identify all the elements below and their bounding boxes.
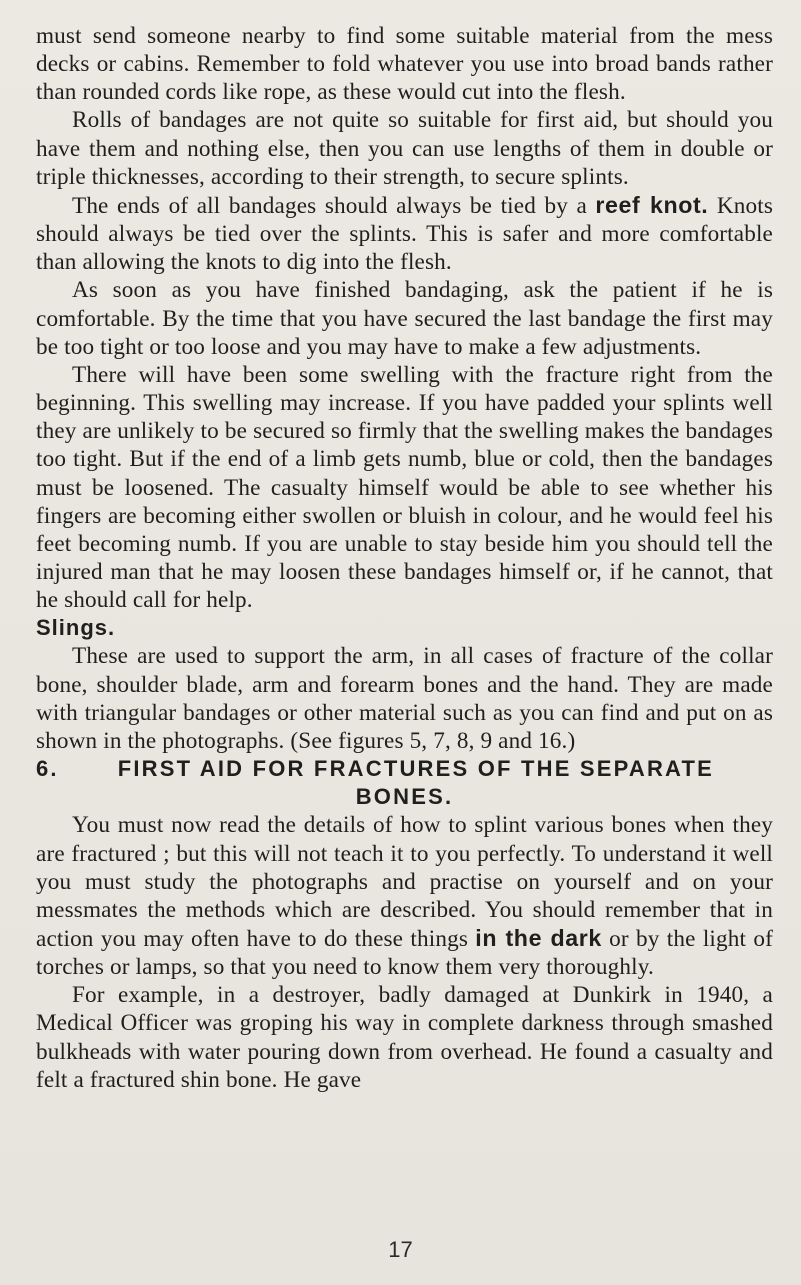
reef-knot-emphasis: reef knot. [595,191,709,218]
read-details-after: or by the light of torches or lamps, so that you need to know them very thoroughly. [36,926,774,981]
in-the-dark-emphasis: in the dark [475,925,602,951]
section-heading [36,755,773,811]
body-text [36,22,773,1094]
page-number: 17 [388,1237,413,1262]
paragraph-continued: must send someone nearby to find some suitable material from the mess decks or cabins. Remember to fold whatever you use into broad bands rather than rounded cords like rope, as these would cut into the flesh. [36,23,773,106]
paragraph-rolls-of-bandages: Rolls of bandages are not quite so suitable for first aid, but should you have them and nothing else, then you can use lengths of them in double or triple thicknesses, according to their strength, to secure splints. [36,107,773,190]
section-heading-line1 [36,755,773,783]
reef-knot-text-before: The ends of all bandages should always be tied by a [72,192,596,219]
read-details-before: You must now read the details of how to splint various bones when they are fractured ; but this will not teach it to you perfectly. To understand it well you must study the photographs and practise on yourself and on your messmates the methods which are described. You should remember that in action you may often have to do these things [36,812,773,952]
slings-heading: Slings. [36,615,116,641]
reef-knot-text-after: Knots should always be tied over the splints. This is safer and more comfortable than allowing the knots to dig into the flesh. [36,192,773,276]
section-title-line1: FIRST AID FOR FRACTURES OF THE SEPARATE [117,756,715,782]
paragraph-dunkirk-example: For example, in a destroyer, badly damaged at Dunkirk in 1940, a Medical Officer was groping his way in complete darkness through smashed bulkheads with water pouring down from overhead. He found a casualty and felt a fractured shin bone. He gave [36,982,773,1093]
section-number: 6. [36,756,59,782]
paragraph-read-details [36,811,773,981]
paragraph-adjustments: As soon as you have finished bandaging, ask the patient if he is comfortable. By the time that you have secured the last bandage the first may be too tight or too loose and you may have to make a few adjustments. [36,277,773,360]
section-title-line2: BONES. [355,784,454,810]
paragraph-slings: These are used to support the arm, in all cases of fracture of the collar bone, shoulder blade, arm and forearm bones and the hand. They are made with triangular bandages or other material such as you can find and put on as shown in the photographs. (See figures 5, 7, 8, 9 and 16.) [36,643,773,754]
paragraph-swelling: There will have been some swelling with the fracture right from the beginning. This swelling may increase. If you have padded your splints well they are unlikely to be secured so firmly that the swelling makes the bandages too tight. But if the end of a limb gets numb, blue or cold, then the bandages must be loosened. The casualty himself would be able to see whether his fingers are becoming either swollen or bluish in colour, and he would feel his feet becoming numb. If you are unable to stay beside him you should tell the injured man that he may loosen these bandages himself or, if he cannot, that he should call for help. [36,361,773,614]
paragraph-reef-knot [36,191,773,276]
